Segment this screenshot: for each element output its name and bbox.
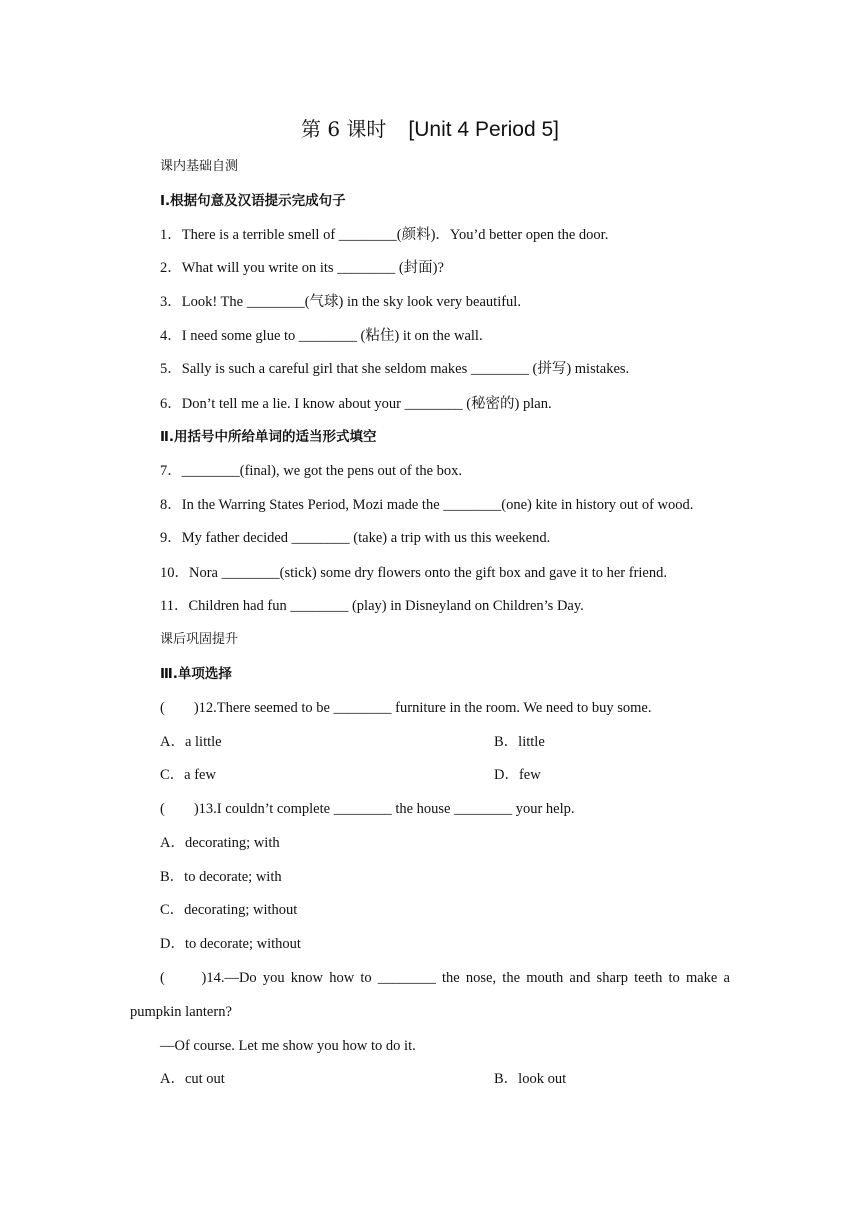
question-9: 9．My father decided ________ (take) a trip with us this weekend. <box>160 530 551 546</box>
question-13-option-d: D．to decorate; without <box>160 936 301 952</box>
question-3: 3．Look! The ________(气球) in the sky look very beautiful. <box>160 294 521 310</box>
question-13-option-c: C．decorating; without <box>160 902 298 918</box>
question-8: 8．In the Warring States Period, Mozi made the ________(one) kite in history out of wood. <box>160 497 694 513</box>
question-5: 5．Sally is such a careful girl that she seldom makes ________ (拼写) mistakes. <box>160 361 630 377</box>
question-12-stem: ( )12.There seemed to be ________ furniture in the room. We need to buy some. <box>160 700 652 716</box>
question-2: 2．What will you write on its ________ (封面)? <box>160 260 444 276</box>
question-12-option-d: D．few <box>494 767 541 783</box>
question-13-option-b: B．to decorate; with <box>160 869 282 885</box>
title-unit-period: [Unit 4 Period 5] <box>408 118 560 141</box>
question-13-option-a: A．decorating; with <box>160 835 280 851</box>
question-7: 7．________(final), we got the pens out of the box. <box>160 463 463 479</box>
question-6: 6．Don’t tell me a lie. I know about your ________ (秘密的) plan. <box>160 396 552 412</box>
question-1: 1．There is a terrible smell of ________(颜料)．You’d better open the door. <box>160 227 609 243</box>
title-lesson: 第 6 课时 <box>300 117 387 141</box>
question-11: 11．Children had fun ________ (play) in Disneyland on Children’s Day. <box>160 598 584 614</box>
page-title <box>0 113 860 142</box>
question-4: 4．I need some glue to ________ (粘住) it on the wall. <box>160 328 483 344</box>
question-13-stem: ( )13.I couldn’t complete ________ the house ________ your help. <box>160 801 575 817</box>
section-in-class: 课内基础自测 <box>160 159 239 174</box>
question-14-reply: —Of course. Let me show you how to do it. <box>160 1038 416 1054</box>
question-12-option-a: A．a little <box>160 734 222 750</box>
question-10: 10．Nora ________(stick) some dry flowers onto the gift box and gave it to her friend. <box>160 565 667 581</box>
question-12-option-b: B．little <box>494 734 545 750</box>
part1-heading: Ⅰ.根据句意及汉语提示完成句子 <box>160 193 346 209</box>
question-14-option-b: B．look out <box>494 1071 567 1087</box>
question-14-stem-line2: pumpkin lantern? <box>130 1004 232 1020</box>
question-12-option-c: C．a few <box>160 767 216 783</box>
question-14-option-a: A．cut out <box>160 1071 225 1087</box>
part3-heading: Ⅲ.单项选择 <box>160 666 232 682</box>
question-14-stem-line1: ( )14.—Do you know how to ________ the nose, the mouth and sharp teeth to make a <box>160 970 730 986</box>
section-after-class: 课后巩固提升 <box>160 632 239 647</box>
part2-heading: Ⅱ.用括号中所给单词的适当形式填空 <box>160 429 377 445</box>
